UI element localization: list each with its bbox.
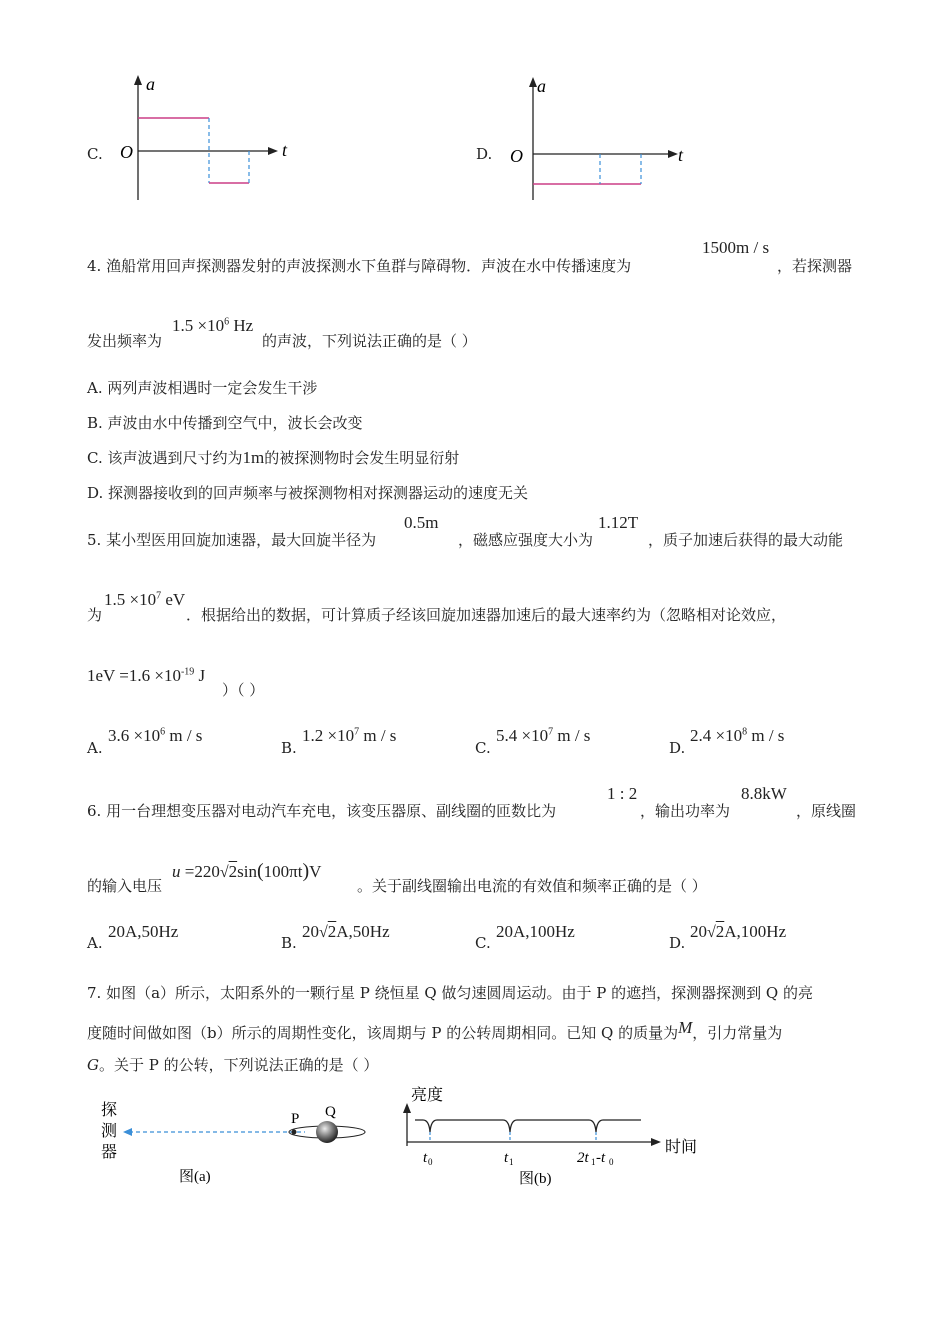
q5-stem-f: ）（ ） <box>222 681 265 699</box>
q5-ev-definition: $1eV =1.6 \times 10^{-19}$ J <box>87 666 206 685</box>
graph-c-t-label: t <box>282 140 288 160</box>
t2-tail: -t <box>596 1150 606 1166</box>
t1-label: t <box>504 1150 509 1166</box>
q5-option-d-label: D. <box>669 739 686 757</box>
graph-d-a-label: a <box>537 76 546 96</box>
q4-frequency: $1.5 \times 10^6$ Hz <box>172 316 254 335</box>
q6-stem-d: 的输入电压 <box>87 877 163 895</box>
q7-line-3: G。关于 P 的公转，下列说法正确的是（ ） <box>87 1056 379 1074</box>
graph-c-y-arrow <box>134 75 142 85</box>
q4-stem-a: 4. 渔船常用回声探测器发射的声波探测水下鱼群与障碍物．声波在水中传播速度为 <box>87 257 632 275</box>
light-path-arrow <box>123 1128 132 1136</box>
figure-a-caption: 图(a) <box>179 1169 211 1185</box>
q4-option-a: A. 两列声波相遇时一定会发生干涉 <box>87 379 318 397</box>
graph-c-origin: O <box>120 142 133 162</box>
q5-option-b-value: $1.2 \times 10^7$ m / s <box>302 726 397 745</box>
q6-stem-c: ，原线圈 <box>796 802 857 820</box>
t2-label: 2t <box>577 1150 589 1166</box>
q6-option-d-value: 20√2A,100Hz <box>690 922 787 941</box>
q6-option-a-value: 20A,50Hz <box>108 922 179 941</box>
q4-stem-c: 发出频率为 <box>87 332 163 350</box>
figure-a <box>95 1095 380 1195</box>
q5-option-d-value: $2.4 \times 10^8$ m / s <box>690 726 785 745</box>
q6-stem-e: 。关于副线圈输出电流的有效值和频率正确的是（ ） <box>357 877 707 895</box>
graph-c-x-arrow <box>268 147 278 155</box>
figure-b <box>395 1080 715 1195</box>
q6-option-a-label: A. <box>87 934 103 952</box>
q6-voltage: u =220√2sin(100πt)V <box>172 860 322 882</box>
figure-b-y-arrow <box>403 1103 411 1113</box>
q6-stem-a: 6. 用一台理想变压器对电动汽车充电，该变压器原、副线圈的匝数比为 <box>87 802 557 820</box>
figure-b-x-arrow <box>651 1138 661 1146</box>
q7-line-1: 7. 如图（a）所示，太阳系外的一颗行星 P 绕恒星 Q 做匀速圆周运动。由于 P 的遮挡，探测器探测到 Q 的亮 <box>87 984 813 1002</box>
graph-d-label: D. <box>476 145 493 163</box>
q5-option-b-label: B. <box>281 739 297 757</box>
graph-c-a-label: a <box>146 74 155 94</box>
t0-subscript: 0 <box>428 1157 433 1167</box>
t0-label: t <box>423 1150 428 1166</box>
t2-subscript: 1 <box>591 1157 596 1167</box>
q4-stem-d: 的声波，下列说法正确的是（ ） <box>262 332 477 350</box>
q7-line-2: 度随时间做如图（b）所示的周期性变化，该周期与 P 的公转周期相同。已知 Q 的质量为M，引力常量为 <box>87 1018 783 1042</box>
q6-option-c-value: 20A,100Hz <box>496 922 575 941</box>
q6-power: 8.8kW <box>741 784 787 803</box>
q6-option-d-label: D. <box>669 934 686 952</box>
star-q-label: Q <box>325 1104 336 1120</box>
q5-stem-b: ，磁感应强度大小为 <box>458 531 594 549</box>
q5-stem-c: ，质子加速后获得的最大动能 <box>648 531 844 549</box>
q5-stem-d: 为 <box>87 606 103 624</box>
q4-speed: 1500m / s <box>702 238 770 257</box>
q5-radius: 0.5m <box>404 513 439 532</box>
q6-option-b-value: 20√2A,50Hz <box>302 922 390 941</box>
q4-option-d: D. 探测器接收到的回声频率与被探测物相对探测器运动的速度无关 <box>87 484 529 502</box>
planet-p-label: P <box>291 1111 300 1127</box>
q4-option-c: C. 该声波遇到尺寸约为1m的被探测物时会发生明显衍射 <box>87 448 460 467</box>
star-q <box>316 1121 338 1143</box>
time-label: 时间 <box>665 1139 698 1156</box>
q5-stem-a: 5. 某小型医用回旋加速器，最大回旋半径为 <box>87 531 377 549</box>
graph-d-origin: O <box>510 146 523 166</box>
graph-d-y-arrow <box>529 77 537 87</box>
q5-energy: $1.5 \times 10^7$ eV <box>104 590 186 609</box>
detector-char-3: 器 <box>101 1144 118 1161</box>
q5-option-a-label: A. <box>87 739 103 757</box>
q4-stem-b: ，若探测器 <box>777 257 853 275</box>
graph-d <box>505 70 695 210</box>
q5-stem-e: ．根据给出的数据，可计算质子经该回旋加速器加速后的最大速率约为（忽略相对论效应， <box>186 606 787 624</box>
graph-c-label: C. <box>87 145 103 163</box>
q4-option-b: B. 声波由水中传播到空气中，波长会改变 <box>87 414 363 432</box>
brightness-curve <box>415 1120 641 1132</box>
t2-tail-subscript: 0 <box>609 1157 614 1167</box>
graph-d-t-label: t <box>678 145 684 165</box>
q6-stem-b: ，输出功率为 <box>640 802 731 820</box>
t1-subscript: 1 <box>509 1157 514 1167</box>
figure-b-caption: 图(b) <box>519 1171 552 1187</box>
detector-char-1: 探 <box>101 1102 118 1119</box>
detector-char-2: 测 <box>101 1123 118 1140</box>
q5-option-c-label: C. <box>475 739 491 757</box>
brightness-label: 亮度 <box>411 1087 444 1104</box>
q6-ratio: 1 : 2 <box>607 784 638 803</box>
graph-d-x-arrow <box>668 150 678 158</box>
q5-field: 1.12T <box>598 513 639 532</box>
q5-option-c-value: $5.4 \times 10^7$ m / s <box>496 726 591 745</box>
graph-c <box>110 70 300 210</box>
planet-p <box>292 1130 297 1135</box>
q6-option-c-label: C. <box>475 934 491 952</box>
q5-option-a-value: $3.6 \times 10^6$ m / s <box>108 726 203 745</box>
q6-option-b-label: B. <box>281 934 297 952</box>
